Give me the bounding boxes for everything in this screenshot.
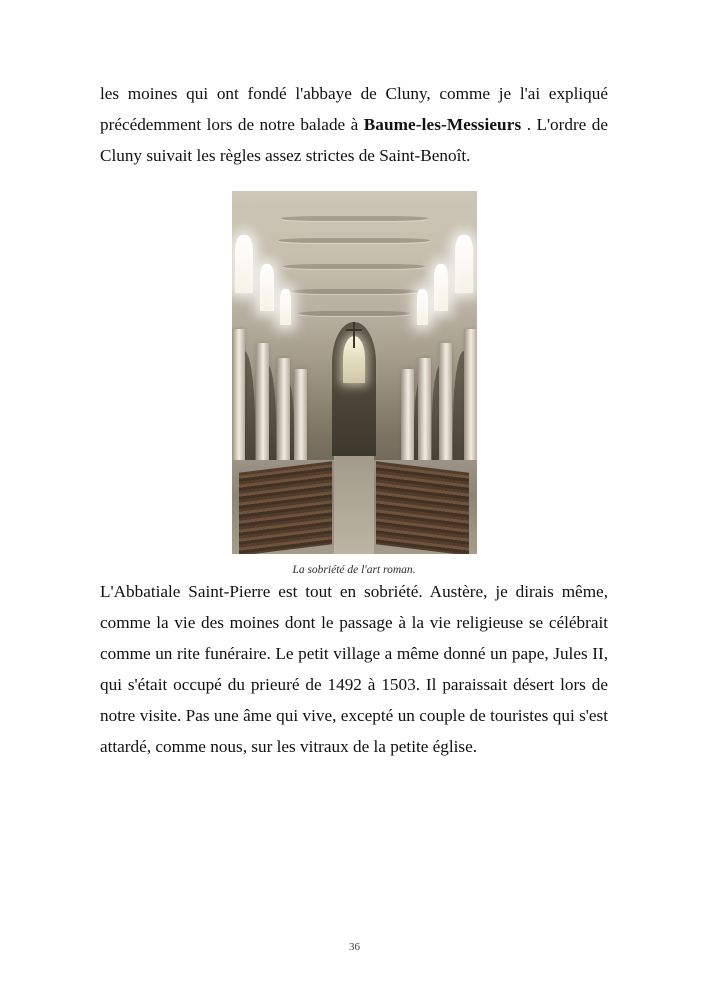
paragraph-top [100,78,608,171]
pillar [277,358,290,463]
central-aisle [334,456,373,554]
bold-place-name: Baume-les-Messieurs [363,115,522,134]
clerestory-window [434,264,448,311]
clerestory-window [280,289,291,325]
pillar [464,329,477,474]
figure-caption: La sobriété de l'art roman. [292,564,416,576]
paragraph-top-part1: les moines qui ont fondé l'abbaye de Cluny, comme je l'ai expliqué précédemment lors de notre balade à [100,84,608,134]
page-number: 36 [349,941,360,953]
paragraph-bottom: L'Abbatiale Saint-Pierre est tout en sobriété. Austère, je dirais même, comme la vie des moines dont le passage à la vie religieuse se célébrait comme un rite funéraire. Le petit village a même donné un pape, Jules II, qui s'était occupé du prieuré de 1492 à 1503. Il paraissait désert lors de notre visite. Pas une âme qui vive, excepté un couple de touristes qui s'est attardé, comme nous, sur les vitraux de la petite église. [100,582,608,756]
clerestory-window [455,235,473,293]
pillar [401,369,414,460]
paragraph-top-part2: . L'ordre de Cluny suivait les règles assez strictes de Saint-Benoît. [100,115,608,165]
pillar [256,343,269,466]
pillar [439,343,452,466]
clerestory-window [235,235,253,293]
hanging-crucifix-icon [353,322,355,348]
pillar [232,329,245,474]
pillar [294,369,307,460]
clerestory-window [417,289,428,325]
pews-left [239,461,332,554]
clerestory-window [260,264,274,311]
figure [100,191,608,576]
church-interior-photo [232,191,477,554]
pillar [418,358,431,463]
pews-right [376,461,469,554]
page-content [100,78,608,762]
